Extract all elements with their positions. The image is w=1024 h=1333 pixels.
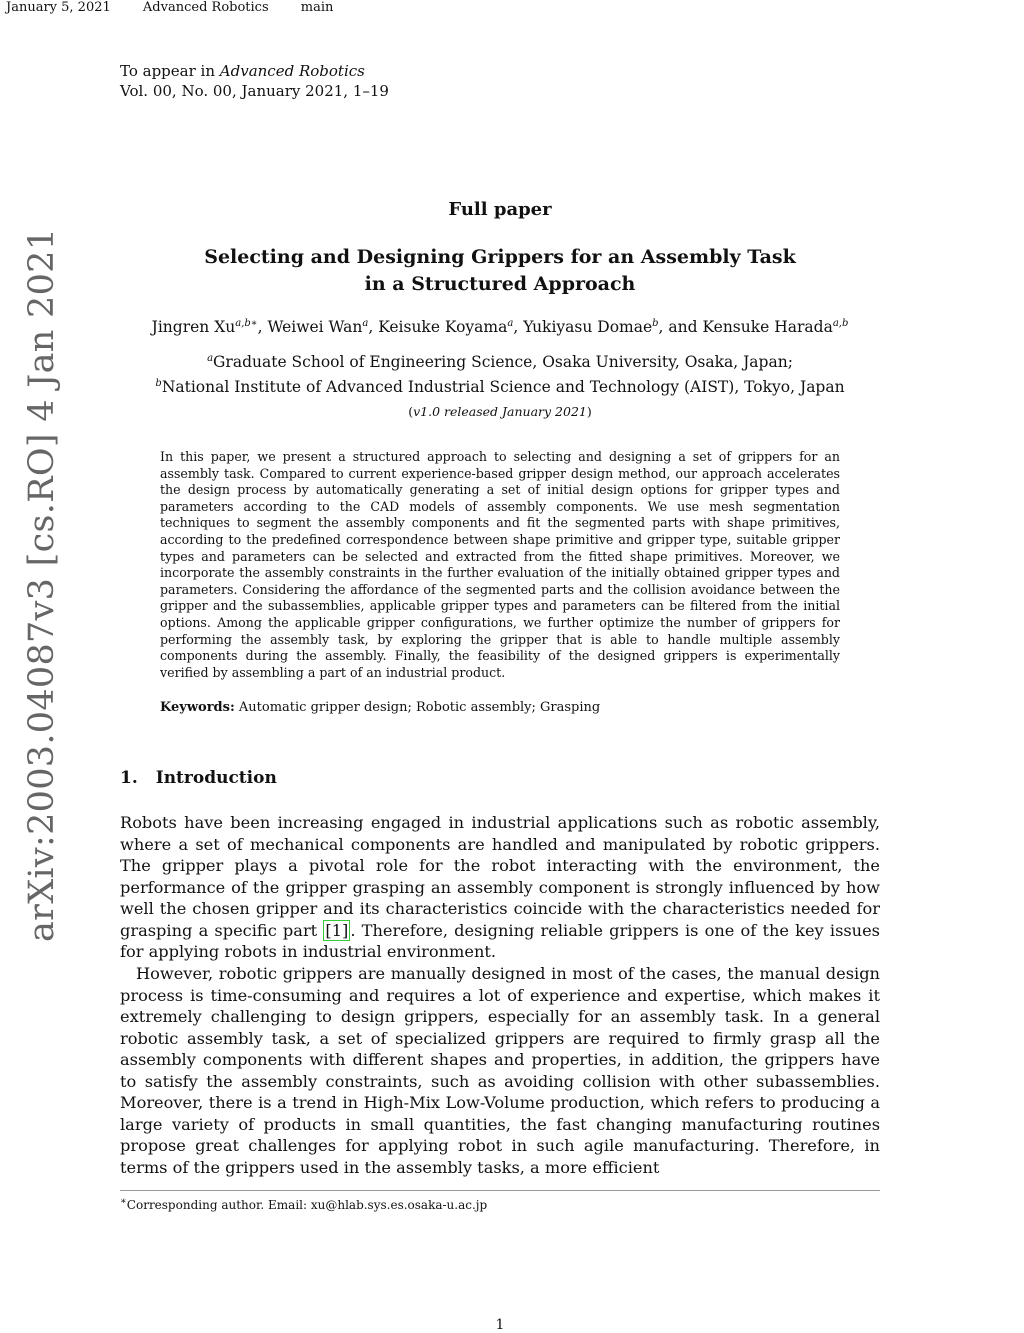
keywords xyxy=(160,700,600,715)
author-name: Keisuke Koyama xyxy=(378,318,508,337)
footnote xyxy=(120,1196,487,1212)
author-sup: a,b∗ xyxy=(235,318,258,329)
author-sup: a xyxy=(362,318,369,329)
author-sup: a,b xyxy=(832,318,849,329)
section-heading xyxy=(120,768,295,788)
citation-link[interactable] xyxy=(323,920,350,941)
arxiv-stamp: arXiv:2003.04087v3 [cs.RO] 4 Jan 2021 xyxy=(22,227,62,942)
paragraph-text: Robots have been increasing engaged in industrial applications such as robotic assembly, where a set of mechanical components are handled and manipulated by robotic grippers. The gripper plays a pivotal role for the robot interacting with the environment, the performance of the gripper grasping an assembly component is strongly influenced by how well the chosen gripper and its characteristics coincide with the characteristics needed for grasping a specific part xyxy=(120,813,880,940)
footnote-rule xyxy=(120,1190,880,1191)
version-close: ) xyxy=(586,404,592,419)
author-sup: a xyxy=(507,318,514,329)
author-sep: , xyxy=(368,318,379,337)
intro-paragraph-1 xyxy=(120,812,880,963)
paper-title xyxy=(0,244,1000,298)
journal-prefix: To appear in xyxy=(120,62,216,80)
paragraph-text: . Therefore, designing reliable grippers is one of the key issues for applying robots in industrial environment. xyxy=(120,920,880,961)
version-note xyxy=(0,404,1000,419)
header-file: main xyxy=(300,0,334,15)
journal-name: Advanced Robotics xyxy=(219,62,365,80)
author-sep: , xyxy=(257,318,268,337)
author-name: Weiwei Wan xyxy=(267,318,363,337)
affiliation-text: National Institute of Advanced Industrial Science and Technology (AIST), Tokyo, Japan xyxy=(161,378,845,397)
author-name: Yukiyasu Domae xyxy=(523,318,653,337)
affiliations xyxy=(0,348,1000,398)
section-title: Introduction xyxy=(155,768,277,788)
keywords-text: Automatic gripper design; Robotic assembly; Grasping xyxy=(238,700,601,715)
journal-info xyxy=(120,61,389,101)
affiliation-mark: b xyxy=(155,378,162,390)
affiliation-a xyxy=(0,348,1000,373)
header-date: January 5, 2021 xyxy=(6,0,111,15)
affiliation-text: Graduate School of Engineering Science, Osaka University, Osaka, Japan; xyxy=(213,353,793,372)
cite-number: 1 xyxy=(331,920,343,940)
title-line-1: Selecting and Designing Grippers for an Assembly Task xyxy=(204,246,796,268)
cite-open: [ xyxy=(325,920,332,940)
page-number: 1 xyxy=(495,1317,505,1333)
author-sep: , xyxy=(513,318,524,337)
title-line-2: in a Structured Approach xyxy=(364,273,636,295)
author-sup: b xyxy=(652,318,659,329)
version-open: ( xyxy=(408,404,414,419)
abstract: In this paper, we present a structured approach to selecting and designing a set of grippers for an assembly task. Compared to current experience-based gripper design method, our approach accelerates the design process by automatically generating a set of initial design options for gripper types and parameters according to the CAD models of assembly components. We use mesh segmentation techniques to segment the assembly components and fit the segmented parts with shape primitives, according to the predefined correspondence between shape primitive and gripper type, suitable gripper types and parameters can be selected and extracted from the fitted shape primitives. Moreover, we incorporate the assembly constraints in the further evaluation of the initially obtained gripper types and parameters. Considering the affordance of the segmented parts and the collision avoidance between the gripper and the subassemblies, applicable gripper types and parameters can be filtered from the initial options. Among the applicable gripper configurations, we further optimize the number of grippers for performing the assembly task, by exploring the gripper that is able to handle multiple assembly components during the assembly. Finally, the feasibility of the designed grippers is experimentally verified by assembling a part of an industrial product. xyxy=(160,449,840,680)
author-name: Jingren Xu xyxy=(151,318,236,337)
paper-type: Full paper xyxy=(448,199,552,220)
intro-paragraph-2: However, robotic grippers are manually designed in most of the cases, the manual design process is time-consuming and requires a lot of experience and expertise, which makes it extremely challenging to design grippers, especially for an assembly task. In a general robotic assembly task, a set of specialized grippers are required to firmly grasp all the assembly components with different shapes and properties, in addition, the grippers have to satisfy the assembly constraints, such as avoiding collision with other subassemblies. Moreover, there is a trend in High-Mix Low-Volume production, which refers to producing a large variety of products in small quantities, the fast changing manufacturing routines propose great challenges for applying robot in such agile manufacturing. Therefore, in terms of the grippers used in the assembly tasks, a more efficient xyxy=(120,964,880,1177)
keywords-label: Keywords: xyxy=(160,700,235,715)
affiliation-mark: a xyxy=(207,353,214,364)
footnote-mark: ∗ xyxy=(120,1196,127,1207)
author-list xyxy=(0,318,1000,336)
header-journal: Advanced Robotics xyxy=(142,0,269,15)
author-sep: , and xyxy=(658,318,703,337)
cite-close: ] xyxy=(342,920,349,940)
section-number: 1. xyxy=(120,768,138,788)
author-name: Kensuke Harada xyxy=(702,318,833,337)
running-header xyxy=(6,0,361,15)
footnote-text: Corresponding author. Email: xu@hlab.sys.es.osaka-u.ac.jp xyxy=(126,1198,488,1212)
affiliation-b xyxy=(0,373,1000,398)
journal-volume: Vol. 00, No. 00, January 2021, 1–19 xyxy=(120,82,389,100)
version-text: v1.0 released January 2021 xyxy=(413,404,587,419)
